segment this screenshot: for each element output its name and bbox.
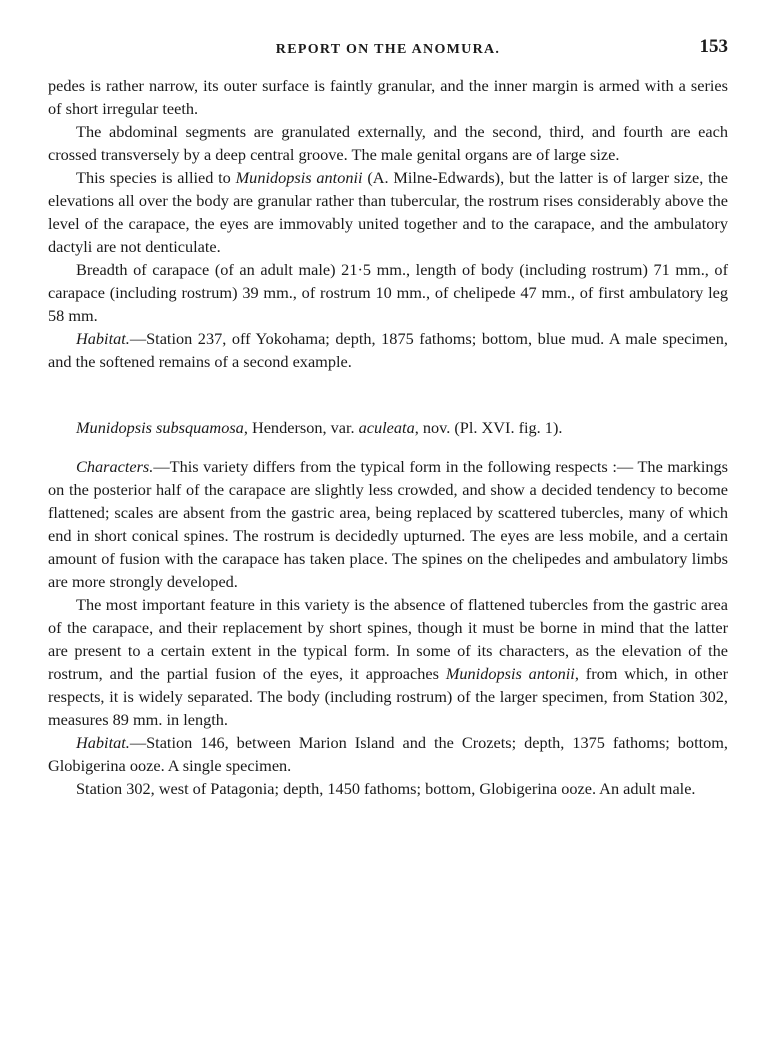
running-title: REPORT ON THE ANOMURA. <box>275 42 501 57</box>
species-section-continued <box>48 74 728 373</box>
paragraph-pedes: pedes is rather narrow, its outer surface is faintly granular, and the inner margin is armed with a series of short irregular teeth. <box>48 76 728 118</box>
paragraph-habitat <box>48 731 728 777</box>
habitat-text: —Station 146, between Marion Island and the Crozets; depth, 1375 fathoms; bottom, Globigerina ooze. A single specimen. <box>48 733 728 775</box>
paragraph-allied <box>48 166 728 258</box>
text: The most important feature in this variety is the absence of flattened tubercles from the gastric area of the carapace, and their replacement by short spines, though it must be borne in mind that the latter are present to a certain extent in the typical form. In some of its characters, as the elevation of the rostrum, and the partial fusion of the eyes, it approaches <box>48 595 728 683</box>
running-head <box>48 36 728 66</box>
habitat-label: Habitat. <box>76 329 130 348</box>
paragraph-abdominal: The abdominal segments are granulated externally, and the second, third, and fourth are each crossed transversely by a deep central groove. The male genital organs are of large size. <box>48 122 728 164</box>
text: This species is allied to <box>76 168 236 187</box>
species-name: Munidopsis antonii <box>235 168 363 187</box>
page-number: 153 <box>699 36 728 57</box>
paragraph-characters <box>48 455 728 593</box>
page <box>48 36 728 800</box>
species-section-variety <box>48 455 728 800</box>
paragraph-measurements: Breadth of carapace (of an adult male) 21·5 mm., length of body (including rostrum) 71 mm., of carapace (including rostrum) 39 mm., of rostrum 10 mm., of chelipede 47 mm., of first ambulatory leg 58 mm. <box>48 260 728 325</box>
species-name: Munidopsis antonii <box>445 664 575 683</box>
paragraph-station-302: Station 302, west of Patagonia; depth, 1450 fathoms; bottom, Globigerina ooze. An adult male. <box>76 779 696 798</box>
paragraph-important-feature <box>48 593 728 731</box>
characters-label: Characters. <box>76 457 154 476</box>
variety-name: aculeata <box>358 418 415 437</box>
text: , Henderson, var. <box>243 418 359 437</box>
text: , from which, in other respects, it is widely separated. The body (including rostrum) of the larger specimen, from Station 302, measures 89 mm. in length. <box>48 664 728 729</box>
paragraph-habitat <box>48 327 728 373</box>
characters-text: —This variety differs from the typical form in the following respects :— The markings on the posterior half of the carapace are slightly less crowded, and show a decided tendency to become flattened; scales are absent from the gastric area, being replaced by scattered tubercles, many of which end in short conical spines. The rostrum is decidedly upturned. The eyes are less mobile, and a certain amount of fusion with the carapace has taken place. The spines on the chelipedes and ambulatory limbs are more strongly developed. <box>48 457 728 591</box>
species-heading-name: Munidopsis subsquamosa <box>76 418 244 437</box>
text: (A. Milne-Edwards), but the latter is of larger size, the elevations all over the body are granular rather than tubercular, the rostrum rises considerably above the level of the carapace, the eyes are immovably united together and to the carapace, and the ambulatory dactyli are not denticulate. <box>48 168 729 256</box>
habitat-text: —Station 237, off Yokohama; depth, 1875 fathoms; bottom, blue mud. A male specimen, and the softened remains of a second example. <box>48 329 728 371</box>
text: , nov. (Pl. XVI. fig. 1). <box>414 418 563 437</box>
species-heading <box>48 416 728 439</box>
habitat-label: Habitat. <box>76 733 130 752</box>
